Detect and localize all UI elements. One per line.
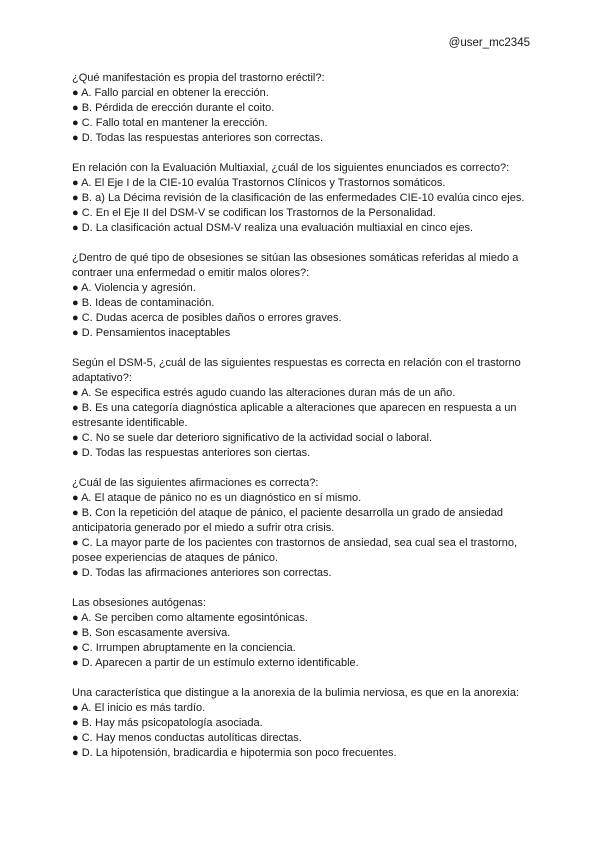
question-text: En relación con la Evaluación Multiaxial, ¿cuál de los siguientes enunciados es correcto?:	[72, 162, 510, 174]
answer-option: ● D. Aparecen a partir de un estímulo externo identificable.	[72, 657, 359, 669]
question-text: Las obsesiones autógenas:	[72, 597, 206, 609]
answer-option: ● B. Pérdida de erección durante el coito.	[72, 102, 275, 114]
question-text: Según el DSM-5, ¿cuál de las siguientes respuestas es correcta en relación con el trastorno adaptativo?:	[72, 357, 521, 384]
question-block	[72, 71, 542, 146]
answer-option: ● B. Son escasamente aversiva.	[72, 627, 231, 639]
answer-option: ● A. Se perciben como altamente egosintónicas.	[72, 612, 308, 624]
answer-option: ● D. La clasificación actual DSM-V realiza una evaluación multiaxial en cinco ejes.	[72, 222, 474, 234]
user-handle: @user_mc2345	[448, 37, 530, 49]
question-block	[72, 686, 542, 761]
answer-option: ● B. a) La Décima revisión de la clasificación de las enfermedades CIE-10 evalúa cinco ejes.	[72, 192, 525, 204]
answer-option: ● A. Se especifica estrés agudo cuando las alteraciones duran más de un año.	[72, 387, 456, 399]
question-text: ¿Qué manifestación es propia del trastorno eréctil?:	[72, 72, 325, 84]
answer-option: ● D. La hipotensión, bradicardia e hipotermia son poco frecuentes.	[72, 747, 397, 759]
answer-option: ● C. Irrumpen abruptamente en la conciencia.	[72, 642, 296, 654]
question-block	[72, 251, 542, 341]
answer-option: ● C. En el Eje II del DSM-V se codifican los Trastornos de la Personalidad.	[72, 207, 436, 219]
question-text: ¿Cuál de las siguientes afirmaciones es correcta?:	[72, 477, 319, 489]
question-block	[72, 356, 542, 461]
answer-option: ● A. El inicio es más tardío.	[72, 702, 206, 714]
answer-option: ● D. Todas las respuestas anteriores son correctas.	[72, 132, 324, 144]
answer-option: ● C. La mayor parte de los pacientes con trastornos de ansiedad, sea cual sea el trastorno, posee experiencias de ataques de pánico.	[72, 537, 518, 564]
answer-option: ● C. Dudas acerca de posibles daños o errores graves.	[72, 312, 342, 324]
answer-option: ● D. Todas las respuestas anteriores son ciertas.	[72, 447, 311, 459]
answer-option: ● C. No se suele dar deterioro significativo de la actividad social o laboral.	[72, 432, 433, 444]
question-list	[72, 71, 542, 776]
answer-option: ● B. Con la repetición del ataque de pánico, el paciente desarrolla un grado de ansiedad anticipatoria generado por el miedo a sufrir otra crisis.	[72, 507, 504, 534]
answer-option: ● A. Violencia y agresión.	[72, 282, 196, 294]
question-text: ¿Dentro de qué tipo de obsesiones se sitúan las obsesiones somáticas referidas al miedo a contraer una enfermedad o emitir malos olores?:	[72, 252, 519, 279]
answer-option: ● A. Fallo parcial en obtener la erección.	[72, 87, 269, 99]
answer-option: ● D. Todas las afirmaciones anteriores son correctas.	[72, 567, 332, 579]
answer-option: ● B. Hay más psicopatología asociada.	[72, 717, 263, 729]
answer-option: ● A. El Eje I de la CIE-10 evalúa Trastornos Clínicos y Trastornos somáticos.	[72, 177, 446, 189]
question-block	[72, 476, 542, 581]
answer-option: ● C. Hay menos conductas autolíticas directas.	[72, 732, 302, 744]
answer-option: ● C. Fallo total en mantener la erección.	[72, 117, 268, 129]
answer-option: ● A. El ataque de pánico no es un diagnóstico en sí mismo.	[72, 492, 362, 504]
answer-option: ● B. Es una categoría diagnóstica aplicable a alteraciones que aparecen en respuesta a un estresante identificable.	[72, 402, 517, 429]
answer-option: ● B. Ideas de contaminación.	[72, 297, 215, 309]
question-block	[72, 596, 542, 671]
question-text: Una característica que distingue a la anorexia de la bulimia nerviosa, es que en la anorexia:	[72, 687, 519, 699]
answer-option: ● D. Pensamientos inaceptables	[72, 327, 231, 339]
question-block	[72, 161, 542, 236]
